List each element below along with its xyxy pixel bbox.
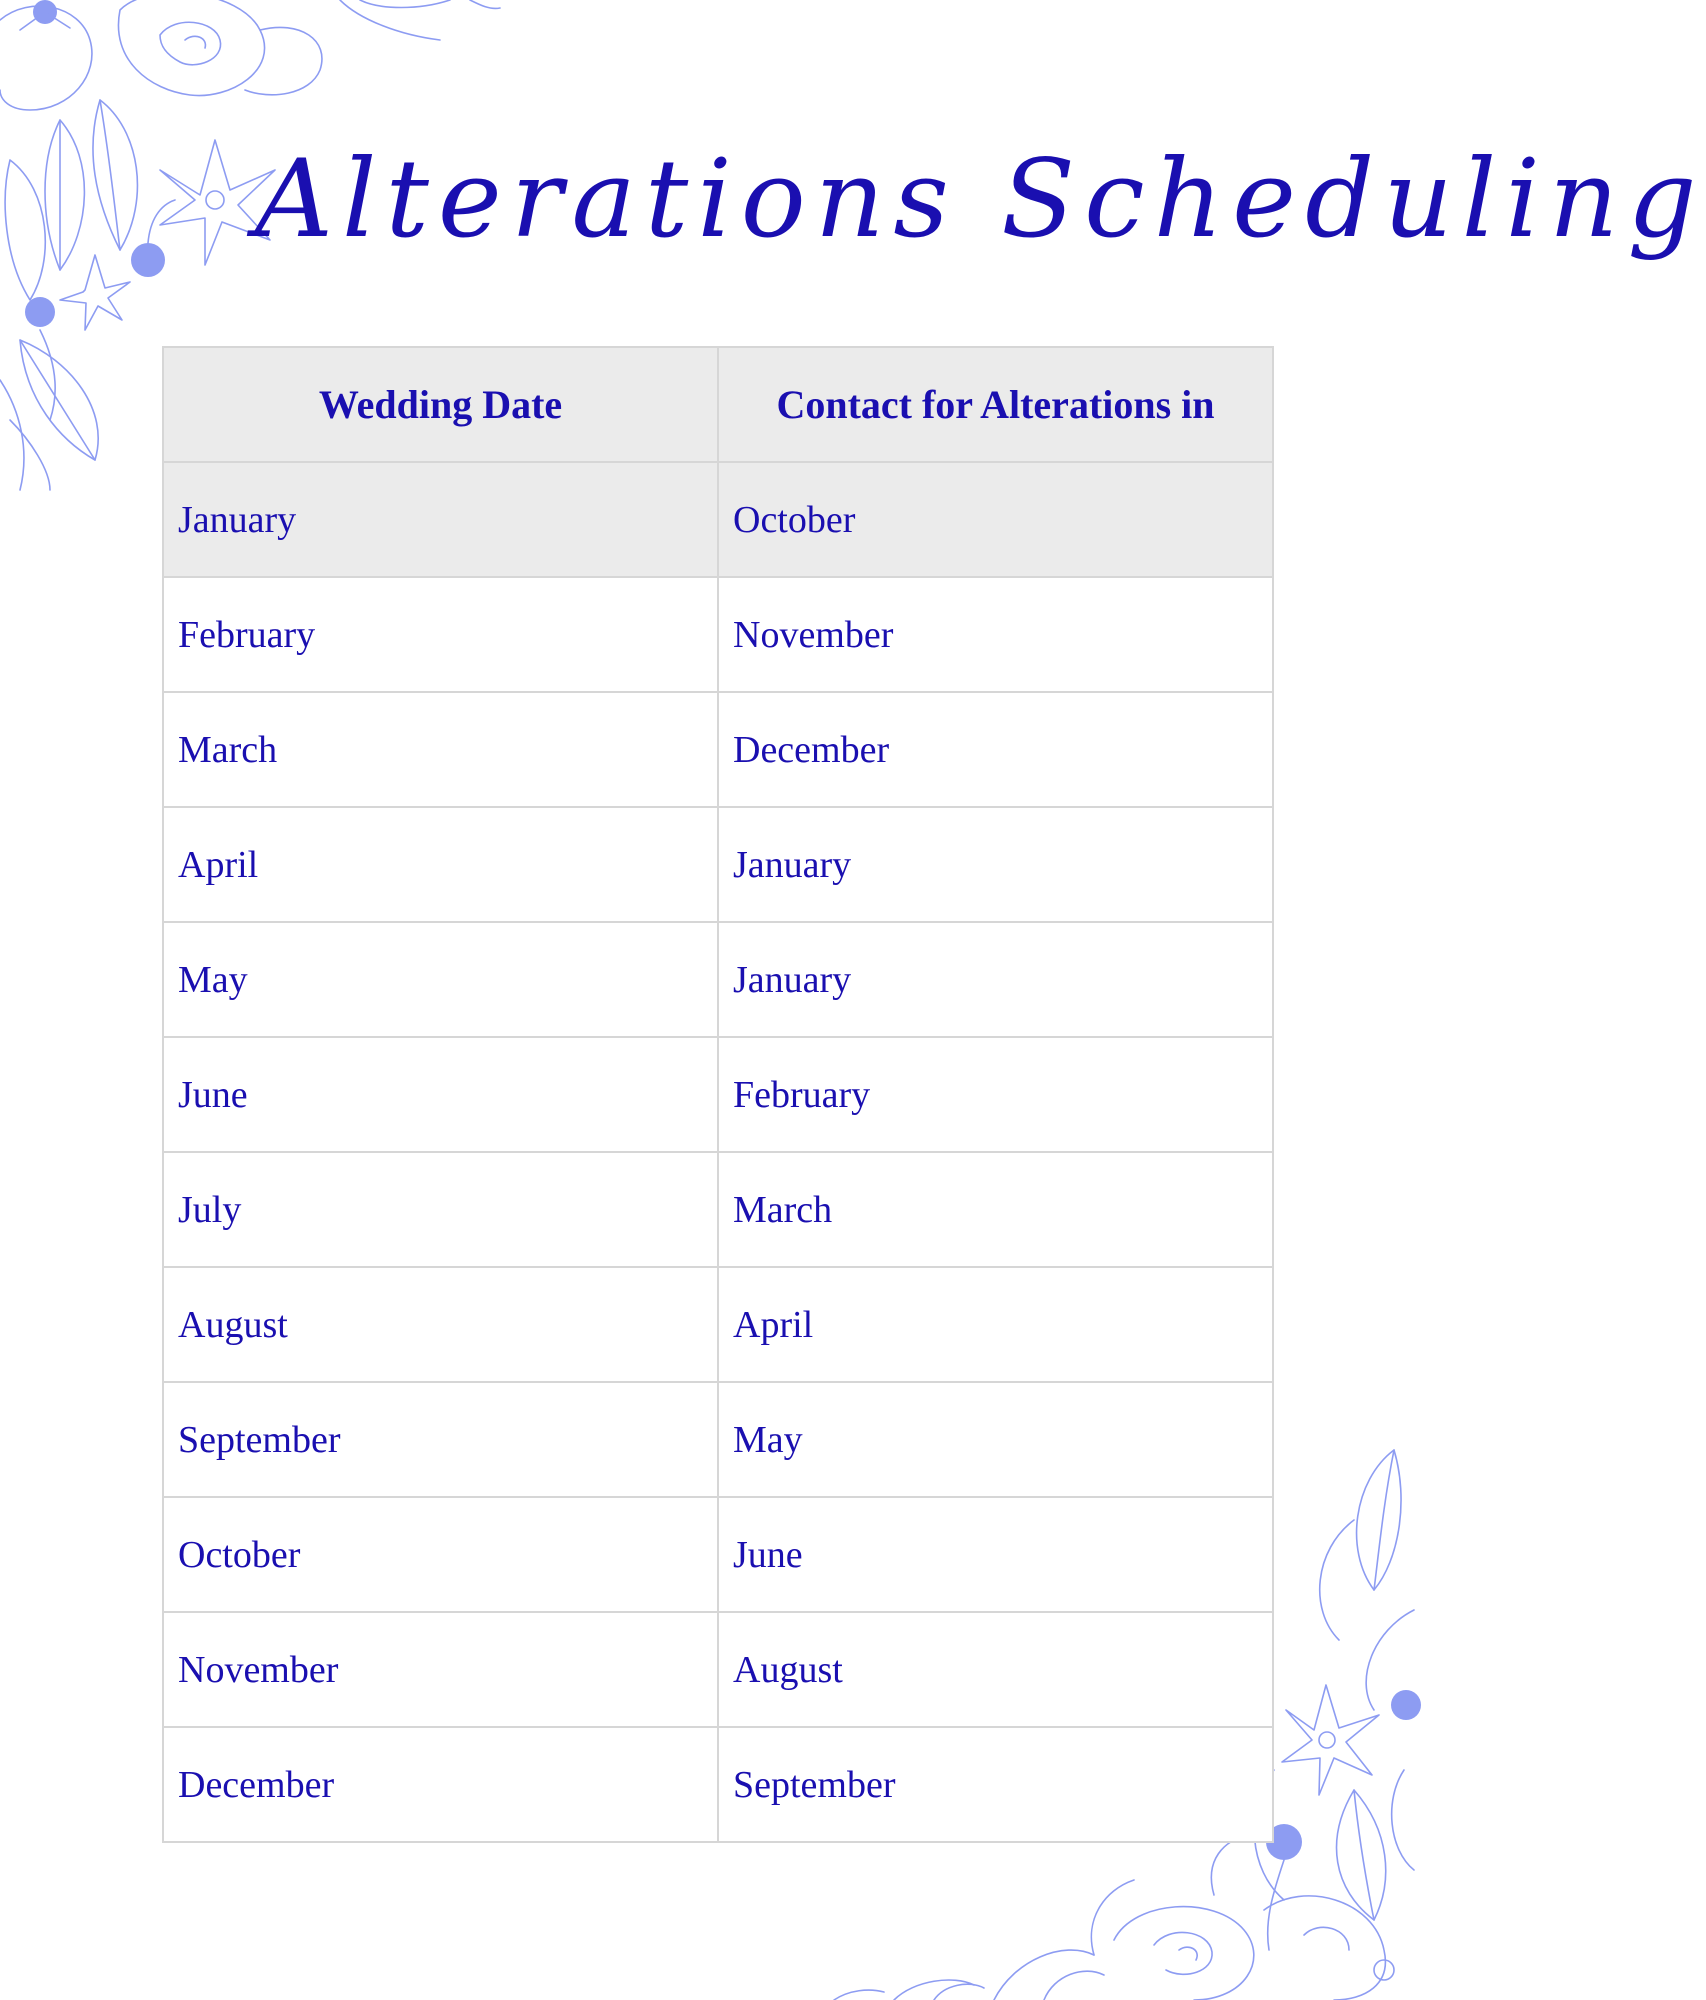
table-row — [163, 462, 1273, 577]
alterations-month-cell: June — [718, 1497, 1273, 1612]
column-header-wedding-date: Wedding Date — [163, 347, 718, 462]
alterations-month-cell: March — [718, 1152, 1273, 1267]
alterations-schedule-table — [162, 346, 1274, 1843]
column-header-contact-for-alterations: Contact for Alterations in — [718, 347, 1273, 462]
alterations-month-cell: August — [718, 1612, 1273, 1727]
table-row — [163, 1267, 1273, 1382]
table-row — [163, 807, 1273, 922]
alterations-month-cell: February — [718, 1037, 1273, 1152]
alterations-month-cell: April — [718, 1267, 1273, 1382]
table-row — [163, 1152, 1273, 1267]
wedding-date-cell: February — [163, 577, 718, 692]
alterations-month-cell: January — [718, 807, 1273, 922]
wedding-date-cell: September — [163, 1382, 718, 1497]
alterations-month-cell: January — [718, 922, 1273, 1037]
wedding-date-cell: June — [163, 1037, 718, 1152]
table-row — [163, 577, 1273, 692]
wedding-date-cell: July — [163, 1152, 718, 1267]
table-row — [163, 1497, 1273, 1612]
wedding-date-cell: December — [163, 1727, 718, 1842]
table-row — [163, 692, 1273, 807]
table-row — [163, 1612, 1273, 1727]
table-row — [163, 1727, 1273, 1842]
wedding-date-cell: March — [163, 692, 718, 807]
table-row — [163, 1037, 1273, 1152]
alterations-month-cell: November — [718, 577, 1273, 692]
table-row — [163, 1382, 1273, 1497]
alterations-month-cell: May — [718, 1382, 1273, 1497]
alterations-month-cell: October — [718, 462, 1273, 577]
wedding-date-cell: November — [163, 1612, 718, 1727]
table-header-row — [163, 347, 1273, 462]
wedding-date-cell: October — [163, 1497, 718, 1612]
wedding-date-cell: January — [163, 462, 718, 577]
wedding-date-cell: May — [163, 922, 718, 1037]
alterations-month-cell: September — [718, 1727, 1273, 1842]
alterations-month-cell: December — [718, 692, 1273, 807]
page-title: Alterations Scheduling — [255, 137, 1706, 262]
table-row — [163, 922, 1273, 1037]
wedding-date-cell: April — [163, 807, 718, 922]
wedding-date-cell: August — [163, 1267, 718, 1382]
